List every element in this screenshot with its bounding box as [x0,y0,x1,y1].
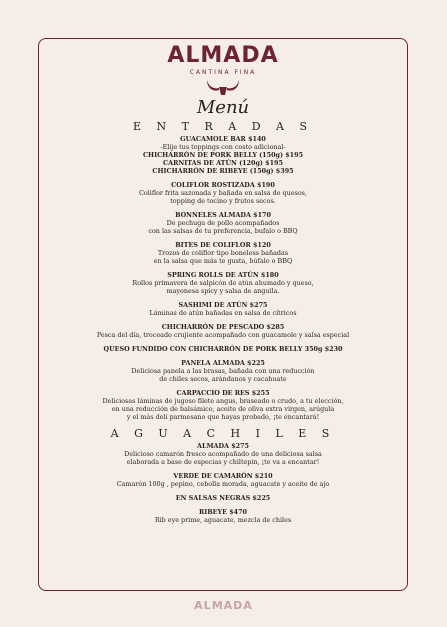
menu-item-description: de chiles secos, arándanos y cacahuate [159,375,287,383]
entradas-list [38,135,408,421]
menu-item-description: en una reducción de balsámico, aceite de oliva extra virgen, arúgula [111,405,335,413]
brand-tagline: CANTINA FINA [189,69,257,76]
menu-item-name: EN SALSAS NEGRAS $225 [175,494,271,502]
brand-logo: ALMADA [167,43,279,68]
menu-item-name: BONNELES ALMADA $170 [175,211,271,219]
menu-item-name: VERDE DE CAMARÓN $210 [173,472,273,480]
menu-item-description: y el más deli parmesano que hayas probado, ¡te encantará! [126,413,320,421]
menu-item [38,359,408,383]
menu-item [38,442,408,466]
menu-content [38,40,408,524]
menu-item-description: mayonesa spicy y salsa de anguila. [166,287,280,295]
menu-item-name: CHICHARRÓN DE PESCADO $285 [161,323,285,331]
aguachiles-list [38,442,408,524]
menu-title: Menú [196,97,250,118]
menu-item-name: RIBEYE $470 [198,508,248,516]
section-title-aguachiles: A G U A C H I L E S [110,427,336,440]
menu-item-description: elaborada a base de especias y chiltepin, ¡te va a encantar! [126,458,320,466]
menu-item-description: Deliciosa panela a las brasas, bañada con una reducción [131,367,315,375]
menu-item-description: De pechuga de pollo acompañados [166,219,280,227]
menu-item-description: Deliciosas láminas de jugoso filete angus, braseado o crudo, a tu elección, [102,397,344,405]
menu-item-description: Coliflor frita sazonada y bañada en salsa de quesos, [139,189,307,197]
menu-item-name: BITES DE COLIFLOR $120 [175,241,271,249]
footer-brand-logo: ALMADA [194,599,253,612]
menu-item-name: PANELA ALMADA $225 [181,359,265,367]
menu-item-description: Rollos primavera de salpicón de atún ahumado y queso, [132,279,314,287]
menu-item-description: topping de tocino y frutos secos. [170,197,276,205]
menu-item [38,323,408,339]
menu-item-description: Rib eye prime, aguacate, mezcla de chiles [154,516,292,524]
menu-item [38,494,408,502]
menu-item-description: con las salsas de tu preferencia, bufalo o BBQ [148,227,298,235]
menu-item [38,389,408,421]
menu-item-option: CARNITAS DE ATÚN (120g) $195 [163,159,283,167]
menu-item-name: ALMADA $275 [197,442,249,450]
menu-item [38,181,408,205]
menu-item-name: CARPACCIO DE RES $255 [176,389,270,397]
menu-item-option: CHICHARRÓN DE RIBEYE (150g) $395 [152,167,294,175]
menu-item-description: Delicioso camarón fresco acompañado de una deliciosa salsa [124,450,322,458]
menu-item-description: -Elije tus toppings con costo adicional- [160,143,286,151]
bull-horns-icon [203,78,243,96]
menu-item [38,345,408,353]
menu-item-description: Trozos de coliflor tipo boneless bañadas [157,249,289,257]
menu-item-name: COLIFLOR ROSTIZADA $190 [171,181,275,189]
menu-item-name: QUESO FUNDIDO CON CHICHARRÓN DE PORK BELLY 350g $230 [103,345,343,353]
menu-item [38,301,408,317]
menu-item-description: Láminas de atún bañadas en salsa de cítricos [149,309,297,317]
menu-item [38,135,408,175]
section-title-entradas: E N T R A D A S [133,120,313,133]
menu-item-name: SPRING ROLLS DE ATÚN $180 [167,271,279,279]
menu-item-description: en la salsa que más te gusta, búfalo o BBQ [153,257,293,265]
menu-item [38,211,408,235]
menu-item [38,472,408,488]
menu-item [38,271,408,295]
menu-item-name: GUACAMOLE BAR $140 [180,135,266,143]
menu-item [38,508,408,524]
menu-item-description: Pesca del día, troceado crujiente acompañado con guacamole y salsa especial [96,331,350,339]
menu-item-description: Camarón 100g , pepino, cebolla morada, aguacate y aceite de ajo [116,480,330,488]
menu-item [38,241,408,265]
menu-item-name: SASHIMI DE ATÚN $275 [178,301,268,309]
menu-item-option: CHICHARRÓN DE PORK BELLY (150g) $195 [142,151,304,159]
